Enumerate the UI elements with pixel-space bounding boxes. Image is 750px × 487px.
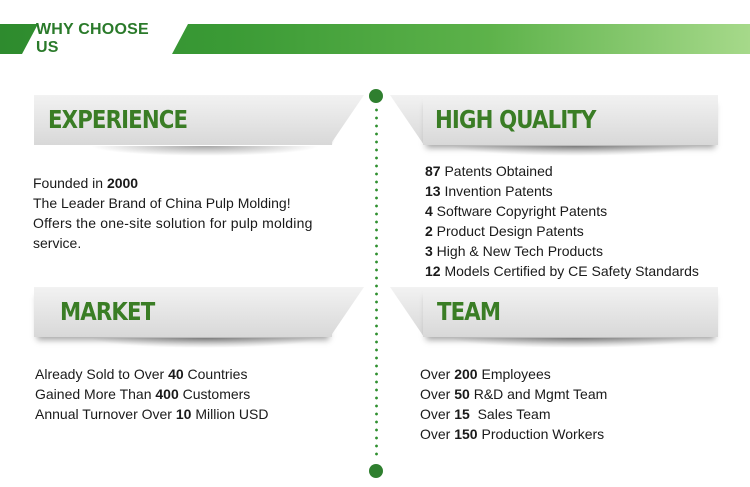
divider-dotted-line [375,106,378,458]
market-text [35,364,355,424]
team-line: Over 150 Production Workers [420,426,605,442]
quality-title: HIGH QUALITY [435,105,596,134]
market-line: Already Sold to Over 40 Countries [35,366,248,382]
experience-line: The Leader Brand of China Pulp Molding! [33,195,291,211]
quality-line: 13 Invention Patents [425,183,553,199]
team-title: TEAM [437,297,501,326]
team-card-shadow [450,338,700,348]
team-line: Over 50 R&D and Mgmt Team [420,386,608,402]
divider-bottom-dot [369,464,383,478]
section-banner [0,21,750,56]
team-card [423,287,718,337]
market-card-shadow [90,338,320,348]
team-line: Over 200 Employees [420,366,551,382]
market-line: Annual Turnover Over 10 Million USD [35,406,269,422]
quality-card [423,95,718,145]
experience-card-tail [330,95,364,145]
market-title: MARKET [60,297,155,326]
divider-top-dot [369,89,383,103]
market-card-tail [330,287,364,337]
experience-text [33,173,353,253]
quality-line: 4 Software Copyright Patents [425,203,608,219]
quality-line: 3 High & New Tech Products [425,243,603,259]
experience-card [34,95,332,145]
quality-card-shadow [450,146,700,156]
experience-title: EXPERIENCE [48,105,188,134]
banner-title: WHY CHOOSE US [36,21,149,56]
quality-card-head [390,95,424,145]
experience-card-shadow [90,146,320,156]
quality-line: 12 Models Certified by CE Safety Standards [425,263,699,279]
market-line: Gained More Than 400 Customers [35,386,251,402]
experience-line: Offers the one-site solution for pulp molding [33,215,313,231]
quality-text [425,161,745,281]
team-line: Over 15 Sales Team [420,406,551,422]
team-text [420,364,740,444]
quality-line: 2 Product Design Patents [425,223,584,239]
experience-line: Founded in 2000 [33,175,139,191]
quality-line: 87 Patents Obtained [425,163,553,179]
team-card-head [390,287,424,337]
experience-line: service. [33,235,82,251]
market-card [34,287,332,337]
